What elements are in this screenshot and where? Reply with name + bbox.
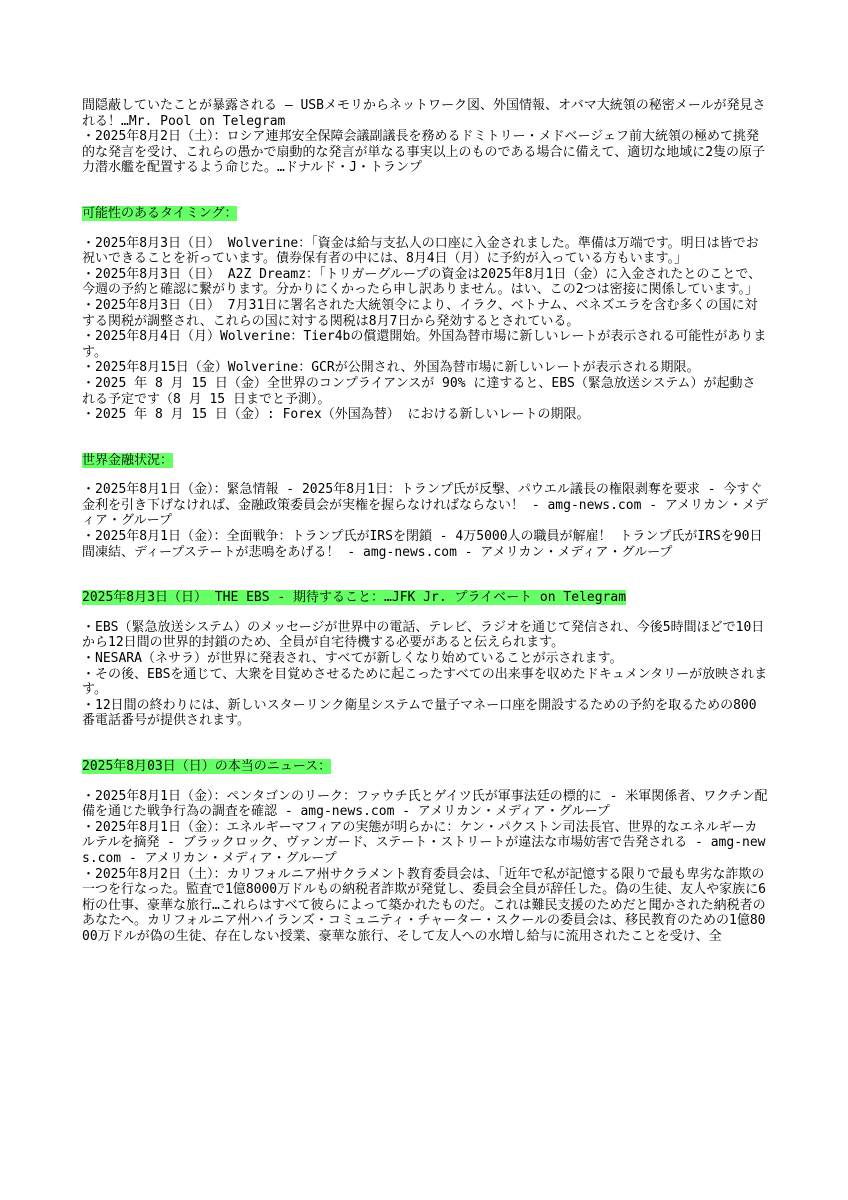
- intro-paragraph-2: ・2025年8月2日（土）：ロシア連邦安全保障会議副議長を務めるドミトリー・メドベージェフ前大統領の極めて挑発的な発言を受け、これらの愚かで扇動的な発言が単なる事実以上のものである場合に備えて、適切な地域に2隻の原子力潜水艦を配置するよう命じた。…ドナルド・J・トランプ: [82, 129, 766, 176]
- list-item: ・2025年8月3日（日） Wolverine：「資金は給与支払人の口座に入金されました。準備は万端です。明日は皆でお祝いできることを祈っています。債券保有者の中には、8月4日（月）に予約が入っている方もいます。」: [82, 235, 759, 267]
- highlighted-heading-text: 2025年8月3日（日） THE EBS - 期待すること：…JFK Jr. プライベート on Telegram: [82, 590, 627, 606]
- section-heading-real-news: [82, 759, 768, 775]
- list-item: ・2025年8月4日（月）Wolverine：Tier4bの償還開始。外国為替市場に新しいレートが表示される可能性があります。: [82, 329, 767, 360]
- spacer: [82, 775, 768, 789]
- spacer: [82, 423, 768, 453]
- spacer: [82, 176, 768, 206]
- spacer: [82, 729, 768, 759]
- spacer: [82, 222, 768, 236]
- list-item: ・2025年8月1日（金）：ペンタゴンのリーク：ファウチ氏とゲイツ氏が軍事法廷の標的に - 米軍関係者、ワクチン配備を通じた戦争行為の調査を確認 - amg-news.com - アメリカン・メディア・グループ: [82, 788, 768, 820]
- spacer: [82, 560, 768, 590]
- list-item: ・2025年8月2日（土）：カリフォルニア州サクラメント教育委員会は、「近年で私が記憶する限りで最も卑劣な詐欺の一つを行なった。監査で1億8000万ドルもの納税者詐欺が発覚し、委員会全員が辞任した。偽の生徒、友人や家族に6桁の仕事、豪華な旅行…これらはすべて彼らによって築かれたものだ。これは難民支援のためだと聞かされた納税者のあなたへ。カリフォルニア州ハイランズ・コミュニティ・チャーター・スクールの委員会は、移民教育のための1億8000万ドルが偽の生徒、存在しない授業、豪華な旅行、そして友人への水増し給与に流用されたことを受け、全: [82, 866, 766, 944]
- document-page: [82, 98, 768, 945]
- spacer: [82, 468, 768, 482]
- list-item: ・その後、EBSを通じて、大衆を目覚めさせるために起こったすべての出来事を収めたドキュメンタリーが放映されます。: [82, 666, 768, 698]
- section-heading-timing: [82, 206, 768, 222]
- highlighted-heading-text: 世界金融状況：: [82, 452, 174, 468]
- list-item: ・2025年8月3日（日） A2Z Dreamz：「トリガーグループの資金は2025年8月1日（金）に入金されたとのことで、今週の予約と確認に繋がります。分かりにくかったら申し訳ありません。はい、この2つは密接に関係しています。」: [82, 266, 762, 298]
- section-heading-ebs: [82, 590, 768, 606]
- list-item: ・2025 年 8 月 15 日（金）全世界のコンプライアンスが 90% に達すると、EBS（緊急放送システム）が起動される予定です（8 月 15 日までと予測）。: [82, 375, 756, 407]
- list-item: ・2025年8月3日（日） 7月31日に署名された大統領令により、イラク、ベトナム、ベネズエラを含む多くの国に対する関税が調整され、これらの国に対する関税は8月7日から発効するとされている。: [82, 297, 758, 329]
- spacer: [82, 606, 768, 620]
- list-item: ・2025年8月1日（金）：エネルギーマフィアの実態が明らかに：ケン・パクストン司法長官、世界的なエネルギーカルテルを摘発 - ブラックロック、ヴァンガード、ステート・ストリートが違法な市場妨害で告発される - amg-news.com - アメリカン・メディア・グループ: [82, 819, 766, 866]
- section-heading-finance: [82, 453, 768, 469]
- list-item: ・2025年8月1日（金）：全面戦争：トランプ氏がIRSを閉鎖 - 4万5000人の職員が解雇！ トランプ氏がIRSを90日間凍結、ディープステートが悲鳴をあげる！ - amg-news.com - アメリカン・メディア・グループ: [82, 529, 763, 560]
- list-item: ・2025年8月1日（金）：緊急情報 - 2025年8月1日：トランプ氏が反撃、パウエル議長の権限剥奪を要求 - 今すぐ金利を引き下げなければ、金融政策委員会が実権を握らなければならない！ - amg-news.com - アメリカン・メディア・グループ: [82, 482, 768, 529]
- list-item: ・12日間の終わりには、新しいスターリンク衛星システムで量子マネー口座を開設するための予約を取るための800番電話番号が提供されます。: [82, 697, 757, 729]
- highlighted-heading-text: 2025年8月03日（日）の本当のニュース：: [82, 759, 332, 774]
- list-item: ・EBS（緊急放送システム）のメッセージが世界中の電話、テレビ、ラジオを通じて発信され、今後5時間ほどで10日から12日間の世界的封鎖のため、全員が自宅待機する必要があると伝えられます。: [82, 619, 765, 651]
- list-item: ・NESARA（ネサラ）が世界に発表され、すべてが新しくなり始めていることが示されます。: [82, 651, 623, 667]
- highlighted-heading-text: 可能性のあるタイミング：: [82, 205, 238, 221]
- list-item: ・2025年8月15日（金）Wolverine：GCRが公開され、外国為替市場に新しいレートが表示される期限。: [82, 360, 700, 376]
- intro-paragraph-1: 間隠蔽していたことが暴露される — USBメモリからネットワーク図、外国情報、オバマ大統領の秘密メールが発見される！…Mr. Pool on Telegram: [82, 98, 766, 129]
- list-item: ・2025 年 8 月 15 日（金）: Forex（外国為替） における新しいレートの期限。: [82, 407, 590, 423]
